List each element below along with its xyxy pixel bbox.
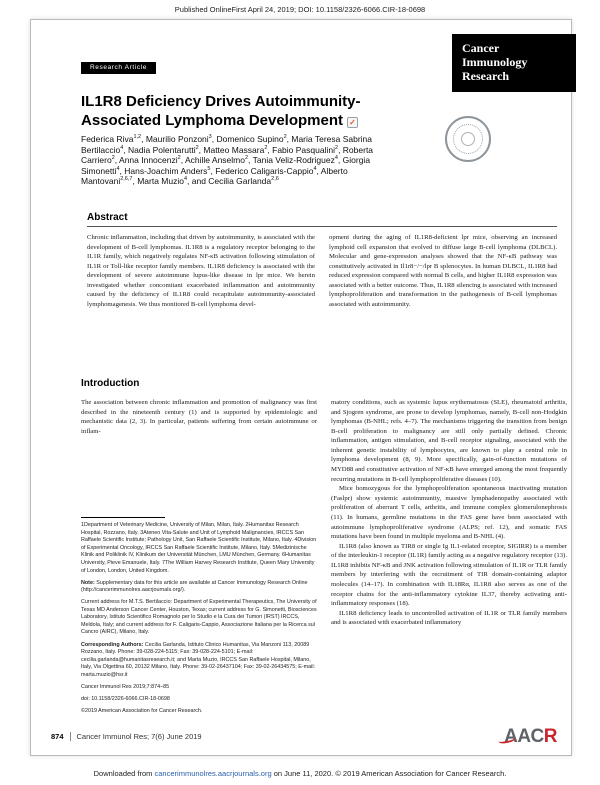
aacr-logo-red: R (543, 725, 557, 747)
article-type-badge: Research Article (81, 62, 156, 74)
abstract-heading: Abstract (87, 212, 557, 227)
abstract-columns (87, 233, 557, 310)
article-page (30, 19, 572, 756)
check-for-updates-icon[interactable]: ✓ (347, 117, 358, 128)
body-paragraph: matory conditions, such as systemic lupus erythematosus (SLE), rheumatoid arthritis, and Sjogren syndrome, are prone to develop lymphomas, namely, B-cell non-Hodgkin lymphomas (B-NHL; refs. 4–7). The mechanisms triggering the transition from benign B-cell proliferation to malignancy are still only partially defined. Chronic inflammation, antigen stimulation, and B-cell receptor signaling, associated with the inherent genetic instability of lymphocytes, are known to play a central role in lymphoma development (8, 9). More specifically, gain-of-function mutations of MYD88 and constitutive activation of NF-κB have emerged among the most frequently recurring mutations in B-cell lymphoproliferative diseases (10). (331, 399, 567, 483)
doi-line: doi: 10.1158/2326-6066.CIR-18-0698 (81, 695, 170, 702)
body-column-left (81, 398, 317, 720)
author-name: Marta Muzio$^4$, (137, 176, 192, 187)
journal-seal-inner-ring (453, 124, 483, 154)
journal-seal (445, 116, 491, 162)
download-attribution-line (0, 769, 600, 778)
author-name: Roberta Carriero$^2$, (81, 144, 374, 166)
body-paragraph: IL1R8 deficiency leads to uncontrolled activation of IL1R or TLR family members and is associated with exacerbated inflammatory (331, 609, 567, 627)
footer-separator (70, 732, 71, 741)
download-link[interactable]: cancerimmunolres.aacrjournals.org (154, 769, 272, 778)
body-paragraph: Mice homozygous for the lymphoproliferation spontaneous inactivating mutation (Faslpr) show systemic autoimmunity, massive lymphadenopathy associated with proliferation of aberrant T cells, arthritis, and immune complex glomerulonephrosis (11). In humans, germline mutations in the FAS gene have been associated with autoimmune lymphoproliferative syndrome (ALPS; ref. 12), and somatic FAS mutations have been found in multiple myeloma and B-NHL (4). (331, 485, 567, 541)
author-name: Alberto Mantovani$^{2,6,7}$, (81, 165, 348, 187)
author-name: Matteo Massara$^2$, (203, 144, 273, 155)
authors (81, 134, 389, 187)
body-paragraph: IL1R8 (also known as TIR8 or single Ig IL1-related receptor, SIGIRR) is a member of the interleukin-1 receptor (IL1R) family acting as a negative regulatory receptor (13). IL1R8 inhibits NF-κB and JNK activation following stimulation of IL1R or TLR family members by interfering with the recruitment of TIR domain-containing adaptor molecules (14–17). In combination with IL18Rα, IL1R8 also serves as one of the receptor chains for the anti-inflammatory cytokine IL37, thereby activating anti-inflammatory responses (18). (331, 542, 568, 608)
author-name: Hans-Joachim Anders$^5$, (124, 165, 216, 176)
journal-logo-line2: Immunology (462, 55, 528, 70)
author-name: Tania Veliz-Rodriguez$^4$, (252, 155, 343, 166)
body-columns (81, 398, 567, 720)
supplementary-note-text: Supplementary data for this article are available at Cancer Immunology Research Online (http://cancerimmunolres.aacrjournals.org/). (81, 579, 308, 594)
corresponding-authors-text: Cecilia Garlanda, Istituto Clinico Humanitas, Via Manzoni 113, 20089 Rozzano, Italy. Phone: 39-028-224-5115; Fax: 39-028-224-5101; E-mail: cecilia.garlanda@humanitasresearch.it; and Marta Muzio, IRCCS San Raffaele Hospital, Milano, Italy, Via Olgettina 60, 20132 Milano, Italy. Phone: 39-02-26437104; Fax: 39-02-26434575; E-mail: marta.muzio@hsr.it (81, 641, 316, 678)
body-column-right (331, 398, 567, 720)
author-name: Domenico Supino$^2$, (216, 134, 292, 144)
page-footer (51, 723, 557, 749)
corresponding-authors-note (81, 642, 317, 680)
aacr-logo (504, 727, 557, 746)
copyright-line: ©2019 American Association for Cancer Research. (81, 707, 203, 714)
author-name: Giorgia Simonetti$^4$, (81, 155, 371, 176)
affiliations-footnote: 1Department of Veterinary Medicine, University of Milan, Milan, Italy. 2Humanitas Research Hospital, Rozzano, Italy. 3Ateneo Vita-Salute and Unit of Lymphoid Malignancies, IRCCS San Raffaele Scientific Institute; Pathology Unit, San Raffaele Scientific Institute, Milano, Italy. 4Division of Experimental Oncology, IRCCS San Raffaele Scientific Institute, Milano, Italy. 5Medizinische Klinik and Poliklinik IV, Klinikum der Universität München, LMU München, Germany. 6Humanitas University, Pieve Emanuele, Italy. 7The William Harvey Research Institute, Queen Mary University of London, London, United Kingdom. (81, 522, 317, 574)
current-address-note: Current address for M.T.S. Bertilaccio: Department of Experimental Therapeutics, The University of Texas MD Anderson Cancer Center, Houston, Texas; current address for G. Simonetti, Biosciences Laboratory, Istituto Scientifico Romagnolo per lo Studio e la Cura dei Tumori (IRST) IRCCS, Meldola, Italy; and current address for F. Caligaris-Cappio, Associazione Italiana per la Ricerca sul Cancro (AIRC), Milano, Italy. (81, 599, 317, 636)
abstract-section (87, 212, 557, 310)
author-name: Fabio Pasqualini$^2$, (272, 144, 343, 155)
author-name: Anna Innocenzi$^2$, (119, 155, 185, 166)
journal-seal-core (461, 132, 475, 146)
author-name: Maurilio Ponzoni$^3$, (145, 134, 217, 144)
corresponding-authors-label: Corresponding Authors: (81, 641, 144, 648)
journal-logo-line3: Research (462, 69, 510, 84)
aacr-logo-gray: AAC (504, 725, 544, 747)
supplementary-note-label: Note: (81, 579, 95, 586)
supplementary-note (81, 580, 317, 595)
page-number: 874 (51, 731, 64, 741)
download-suffix: on June 11, 2020. © 2019 American Association for Cancer Research. (271, 769, 507, 778)
introduction-heading: Introduction (81, 378, 140, 389)
author-name: Federica Riva$^{1,2}$, (81, 134, 146, 144)
abstract-column-right: opment during the aging of IL1R8-deficient lpr mice, observing an increased lymphoid cell expansion that evolved to diffuse large B-cell lymphoma (DLBCL). Molecular and gene-expression analyses showed that the NF-κB pathway was constitutively activated in Il1r8−/−/lpr B splenocytes. In human DLBCL, IL1R8 had reduced expression compared with normal B cells, and higher IL1R8 expression was associated with a better outcome. Thus, IL1R8 silencing is associated with increased lymphoproliferation and transformation in the pathogenesis of B-cell lymphomas associated with autoimmunity. (329, 234, 557, 309)
author-name: Federico Caligaris-Cappio$^4$, (215, 165, 321, 176)
author-name: Nadia Polentarutti$^2$, (128, 144, 204, 155)
citation-line: Cancer Immunol Res 2019;7:874–85 (81, 683, 170, 690)
journal-logo (452, 34, 576, 92)
author-name: Maria Teresa Sabrina Bertilaccio$^4$, (81, 134, 373, 155)
author-name: and Cecilia Garlanda$^{2,6}$ (191, 176, 279, 187)
author-name: Achille Anselmo$^2$, (184, 155, 253, 166)
footnote-block (81, 517, 317, 720)
abstract-column-left: Chronic inflammation, including that driven by autoimmunity, is associated with the development of B-cell lymphomas. IL1R8 is a regulatory receptor belonging to the IL1R family, which negatively regulates NF-κB activation following stimulation of IL1R or Toll-like receptor family members. IL1R8 deficiency is associated with the development of severe autoimmune lupus-like disease in lpr mice. We herein investigated whether concomitant exacerbated inflammation and autoimmunity caused by the deficiency of IL1R8 could recapitulate autoimmunity-associated lymphomagenesis. We thus monitored B-cell lymphoma devel- (87, 234, 315, 309)
intro-left-paragraph: The association between chronic inflammation and promotion of malignancy was first described in the nineteenth century (1) and is supported by epidemiologic and mechanistic data (2, 3). In particular, patients suffering from certain autoimmune or inflam- (81, 399, 317, 435)
journal-logo-line1: Cancer (462, 41, 500, 55)
footnote-divider (81, 517, 165, 518)
footer-journal-ref: Cancer Immunol Res; 7(6) June 2019 (76, 731, 202, 741)
published-online-line: Published OnlineFirst April 24, 2019; DOI: 10.1158/2326-6066.CIR-18-0698 (174, 5, 426, 14)
article-title (81, 92, 399, 130)
download-prefix: Downloaded from (93, 769, 155, 778)
article-title-text: IL1R8 Deficiency Drives Autoimmunity-Associated Lymphoma Development (81, 93, 361, 130)
